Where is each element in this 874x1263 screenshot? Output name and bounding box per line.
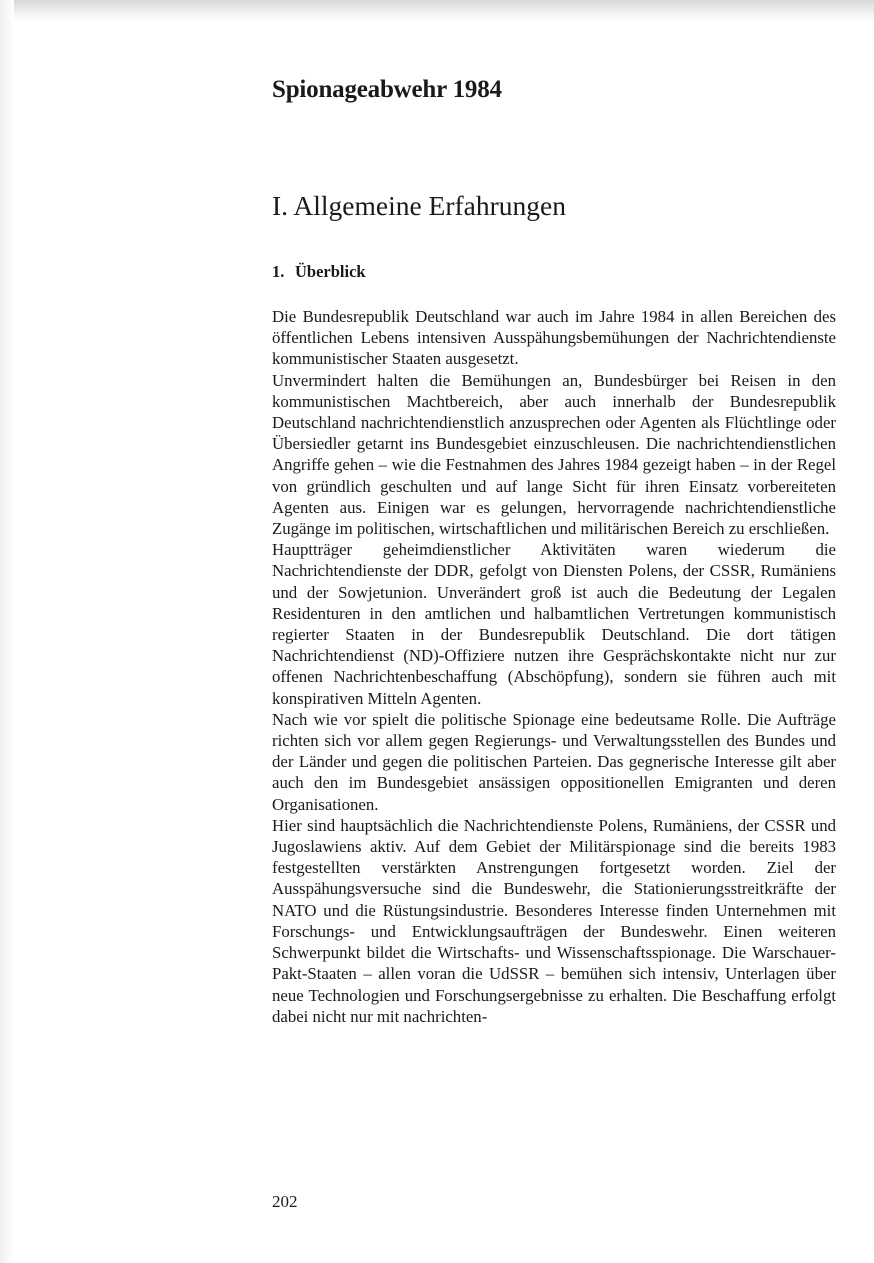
paragraph: Hier sind hauptsächlich die Nachrichtendienste Polens, Rumäniens, der CSSR und Jugoslawiens aktiv. Auf dem Gebiet der Militärspionage sind die bereits 1983 festgestellten verstärkten Anstrengungen fortgesetzt worden. Ziel der Ausspähungsversuche sind die Bundeswehr, die Stationierungsstreitkräfte der NATO und die Rüstungsindustrie. Besonderes Interesse finden Unternehmen mit Forschungs- und Entwicklungsaufträgen der Bundeswehr. Einen weiteren Schwerpunkt bildet die Wirtschafts- und Wissenschaftsspionage. Die Warschauer-Pakt-Staaten – allen voran die UdSSR – bemühen sich intensiv, Unterlagen über neue Technologien und Forschungsergebnisse zu erhalten. Die Beschaffung erfolgt dabei nicht nur mit nachrichten- [272,815,836,1026]
page-title: Spionageabwehr 1984 [272,76,502,103]
paragraph: Nach wie vor spielt die politische Spionage eine bedeutsame Rolle. Die Aufträge richten sich vor allem gegen Regierungs- und Verwaltungsstellen des Bundes und der Länder und gegen die politischen Parteien. Das gegnerische Interesse gilt aber auch den im Bundesgebiet ansässigen oppositionellen Emigranten und deren Organisationen. [272,709,836,814]
scan-shadow-top [0,0,874,22]
paragraph: Die Bundesrepublik Deutschland war auch im Jahre 1984 in allen Bereichen des öffentlichen Lebens intensiven Ausspähungsbemühungen der Nachrichtendienste kommunistischer Staaten ausgesetzt. [272,307,836,369]
paragraph: Hauptträger geheimdienstlicher Aktivitäten waren wiederum die Nachrichtendienste der DDR, gefolgt von Diensten Polens, der CSSR, Rumäniens und der Sowjetunion. Unverändert groß ist auch die Bedeutung der Legalen Residenturen in den amtlichen und halbamtlichen Vertretungen kommunistisch regierter Staaten in der Bundesrepublik Deutschland. Die dort tätigen Nachrichtendienst (ND)-Offiziere nutzen ihre Gesprächskontakte nicht nur zur offenen Nachrichtenbeschaffung (Abschöpfung), sondern sie führen auch mit konspirativen Mitteln Agenten. [272,540,836,708]
page-number: 202 [272,1192,298,1211]
paragraph: Unvermindert halten die Bemühungen an, Bundesbürger bei Reisen in den kommunistischen Machtbereich, aber auch innerhalb der Bundesrepublik Deutschland nachrichtendienstlich anzusprechen oder Agenten als Flüchtlinge oder Übersiedler getarnt ins Bundesgebiet einzuschleusen. Die nachrichtendienstlichen Angriffe gehen – wie die Festnahmen des Jahres 1984 gezeigt haben – in der Regel von gründlich geschulten und auf lange Sicht für ihren Einsatz vorbereiteten Agenten aus. Einigen war es gelungen, hervorragende nachrichtendienstliche Zugänge im politischen, wirtschaftlichen und militärischen Bereich zu erschließen. [272,370,836,539]
scan-shadow-left [0,0,14,1263]
subsection-number: 1. [272,262,285,281]
subsection-title: Überblick [295,262,366,281]
subsection-heading [272,262,366,282]
body-text [272,306,836,1027]
section-heading: I. Allgemeine Erfahrungen [272,190,566,221]
